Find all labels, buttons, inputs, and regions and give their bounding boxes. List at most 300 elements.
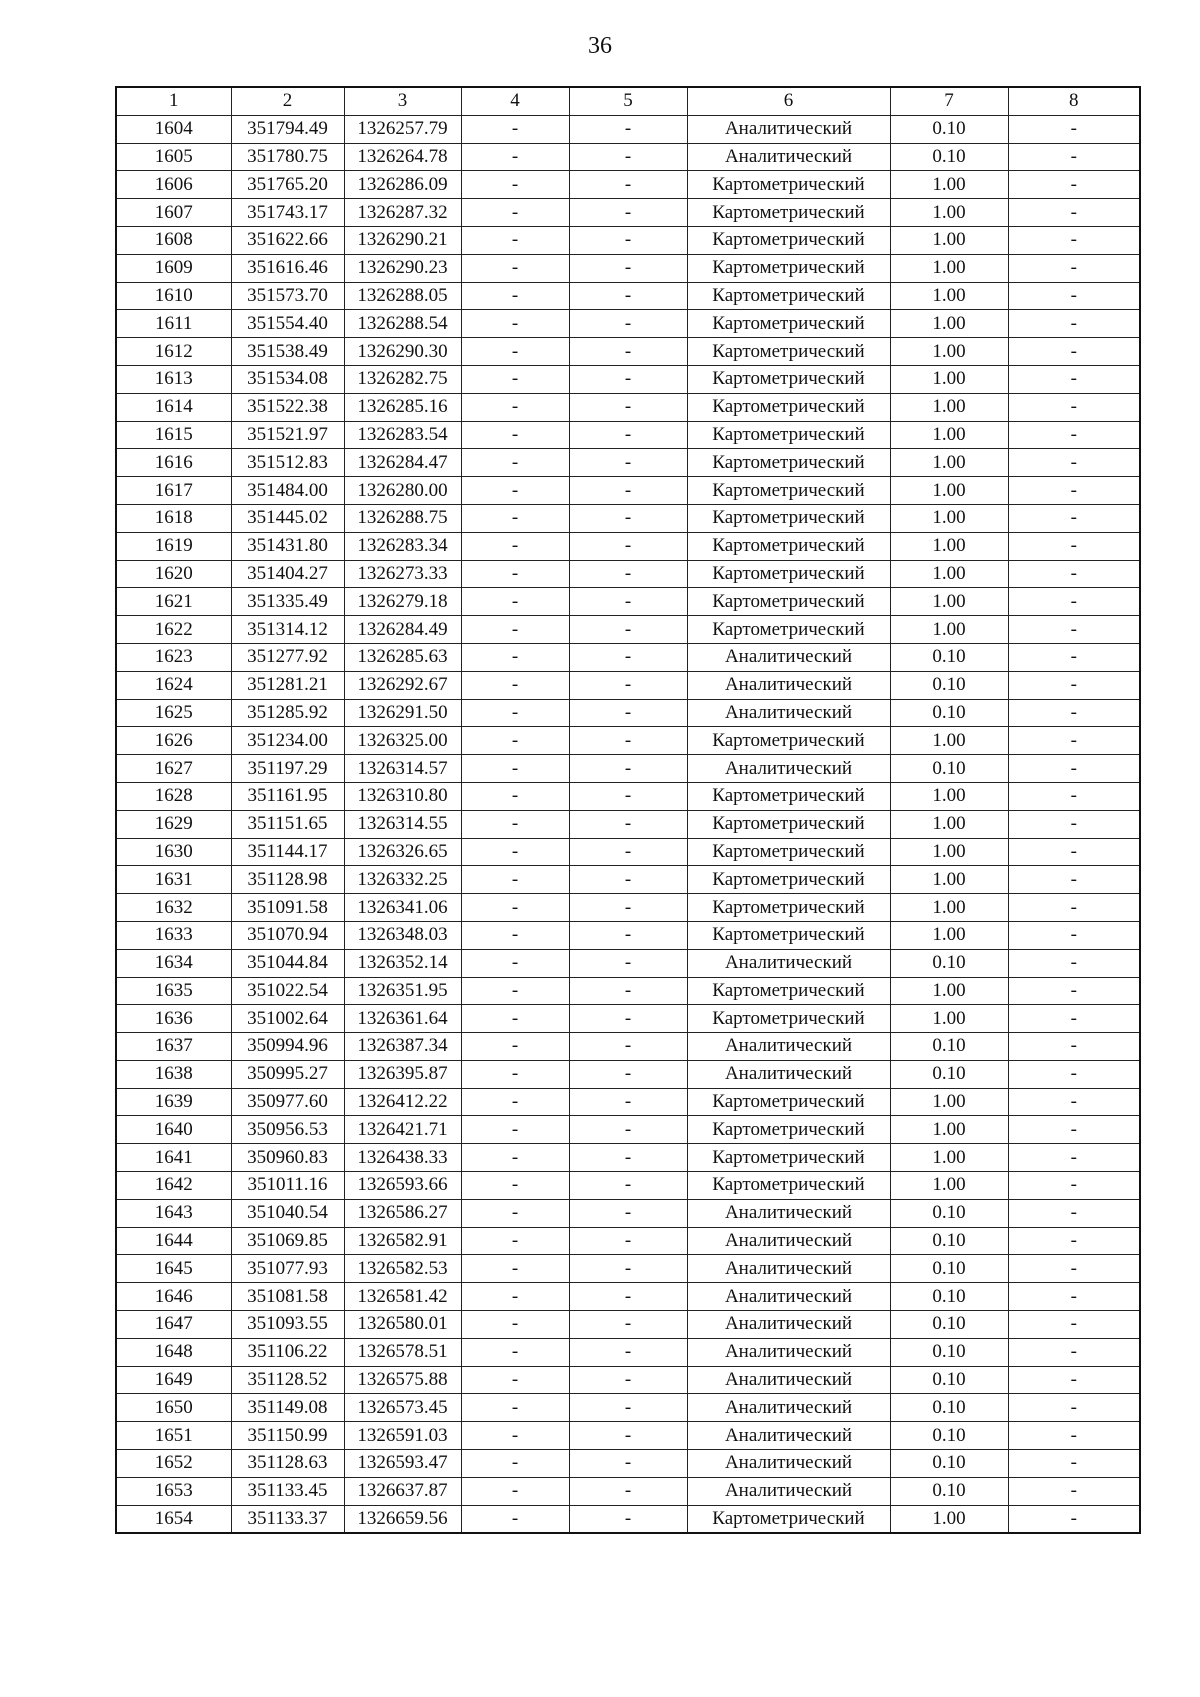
table-cell: 1638 [116, 1060, 231, 1088]
table-cell: - [569, 226, 687, 254]
table-cell: - [569, 1450, 687, 1478]
table-row [116, 310, 1140, 338]
table-cell: - [1008, 1283, 1140, 1311]
table-cell: - [461, 226, 569, 254]
table-cell: 1326273.33 [344, 560, 461, 588]
table-cell: 351133.37 [231, 1505, 344, 1533]
table-cell: - [461, 699, 569, 727]
table-cell: 351285.92 [231, 699, 344, 727]
table-cell: - [461, 977, 569, 1005]
table-cell: - [461, 810, 569, 838]
table-cell: 1628 [116, 782, 231, 810]
table-cell: 1614 [116, 393, 231, 421]
table-cell: 1326283.34 [344, 532, 461, 560]
table-row [116, 782, 1140, 810]
table-row [116, 254, 1140, 282]
table-cell: 1622 [116, 616, 231, 644]
table-cell: Картометрический [687, 866, 890, 894]
table-cell: - [461, 616, 569, 644]
table-cell: 351093.55 [231, 1311, 344, 1339]
table-cell: - [461, 1088, 569, 1116]
table-cell: 0.10 [890, 143, 1008, 171]
table-cell: - [569, 616, 687, 644]
table-cell: 0.10 [890, 115, 1008, 143]
table-cell: 1630 [116, 838, 231, 866]
table-cell: - [1008, 1338, 1140, 1366]
table-cell: - [1008, 921, 1140, 949]
table-cell: 1618 [116, 504, 231, 532]
table-cell: 1326264.78 [344, 143, 461, 171]
table-cell: - [569, 866, 687, 894]
table-cell: - [1008, 977, 1140, 1005]
table-cell: - [461, 1338, 569, 1366]
table-body [116, 115, 1140, 1533]
table-cell: - [461, 477, 569, 505]
table-cell: Картометрический [687, 1172, 890, 1200]
table-cell: 1623 [116, 643, 231, 671]
table-cell: 1326586.27 [344, 1199, 461, 1227]
table-cell: - [569, 1283, 687, 1311]
table-cell: 351149.08 [231, 1394, 344, 1422]
table-cell: Картометрический [687, 782, 890, 810]
table-cell: 1326284.49 [344, 616, 461, 644]
table-cell: 1.00 [890, 1172, 1008, 1200]
table-cell: 1608 [116, 226, 231, 254]
table-cell: - [1008, 699, 1140, 727]
table-cell: - [569, 1172, 687, 1200]
table-cell: 0.10 [890, 699, 1008, 727]
table-row [116, 1477, 1140, 1505]
table-cell: - [1008, 727, 1140, 755]
table-cell: 351128.52 [231, 1366, 344, 1394]
table-cell: - [569, 282, 687, 310]
table-row [116, 1450, 1140, 1478]
column-header: 7 [890, 87, 1008, 115]
table-cell: Аналитический [687, 1283, 890, 1311]
table-cell: 1326285.16 [344, 393, 461, 421]
table-cell: - [461, 1477, 569, 1505]
coordinates-table [115, 86, 1141, 1534]
table-cell: - [569, 449, 687, 477]
table-cell: - [1008, 1144, 1140, 1172]
table-row [116, 1422, 1140, 1450]
table-cell: 1326421.71 [344, 1116, 461, 1144]
table-cell: 0.10 [890, 1366, 1008, 1394]
table-cell: 0.10 [890, 1311, 1008, 1339]
table-cell: 1326412.22 [344, 1088, 461, 1116]
table-cell: - [461, 449, 569, 477]
table-cell: 1644 [116, 1227, 231, 1255]
table-cell: 351335.49 [231, 588, 344, 616]
table-cell: Картометрический [687, 1005, 890, 1033]
table-cell: 1.00 [890, 226, 1008, 254]
table-cell: - [461, 1199, 569, 1227]
table-row [116, 1311, 1140, 1339]
table-cell: Аналитический [687, 1227, 890, 1255]
table-cell: - [1008, 477, 1140, 505]
table-cell: Картометрический [687, 504, 890, 532]
table-cell: - [569, 1116, 687, 1144]
table-cell: - [1008, 810, 1140, 838]
table-cell: Аналитический [687, 671, 890, 699]
table-cell: - [1008, 504, 1140, 532]
table-cell: Картометрический [687, 727, 890, 755]
table-cell: - [1008, 310, 1140, 338]
table-cell: 351521.97 [231, 421, 344, 449]
table-cell: 1.00 [890, 310, 1008, 338]
table-cell: 351445.02 [231, 504, 344, 532]
table-cell: - [461, 588, 569, 616]
table-cell: - [1008, 643, 1140, 671]
table-cell: 351780.75 [231, 143, 344, 171]
table-cell: Картометрический [687, 282, 890, 310]
table-cell: 1.00 [890, 1505, 1008, 1533]
table-cell: 1.00 [890, 782, 1008, 810]
table-cell: 1326395.87 [344, 1060, 461, 1088]
table-cell: 1646 [116, 1283, 231, 1311]
table-cell: - [1008, 671, 1140, 699]
table-cell: 0.10 [890, 1255, 1008, 1283]
table-cell: 1654 [116, 1505, 231, 1533]
table-cell: 1326581.42 [344, 1283, 461, 1311]
table-row [116, 866, 1140, 894]
table-cell: 351484.00 [231, 477, 344, 505]
table-cell: - [569, 199, 687, 227]
table-cell: 350977.60 [231, 1088, 344, 1116]
table-cell: Картометрический [687, 310, 890, 338]
column-header: 3 [344, 87, 461, 115]
table-cell: - [1008, 1227, 1140, 1255]
table-cell: 1.00 [890, 282, 1008, 310]
table-cell: 351040.54 [231, 1199, 344, 1227]
table-cell: Аналитический [687, 1477, 890, 1505]
table-cell: 1326290.21 [344, 226, 461, 254]
table-cell: - [461, 1505, 569, 1533]
table-cell: Картометрический [687, 588, 890, 616]
table-cell: Аналитический [687, 1394, 890, 1422]
table-cell: 1326332.25 [344, 866, 461, 894]
table-cell: 1.00 [890, 810, 1008, 838]
table-cell: 1647 [116, 1311, 231, 1339]
table-row [116, 1283, 1140, 1311]
table-cell: 1620 [116, 560, 231, 588]
table-cell: Картометрический [687, 532, 890, 560]
table-row [116, 115, 1140, 143]
table-cell: - [461, 643, 569, 671]
column-header: 8 [1008, 87, 1140, 115]
table-cell: 351197.29 [231, 755, 344, 783]
table-row [116, 1033, 1140, 1061]
table-cell: - [569, 1005, 687, 1033]
table-cell: 1326591.03 [344, 1422, 461, 1450]
table-cell: - [569, 1311, 687, 1339]
table-cell: 1.00 [890, 1144, 1008, 1172]
table-row [116, 421, 1140, 449]
table-cell: - [1008, 1450, 1140, 1478]
table-cell: - [569, 532, 687, 560]
table-cell: 1.00 [890, 365, 1008, 393]
table-cell: 1632 [116, 894, 231, 922]
table-row [116, 199, 1140, 227]
table-cell: - [569, 1422, 687, 1450]
table-cell: - [569, 115, 687, 143]
table-cell: 351616.46 [231, 254, 344, 282]
table-cell: - [1008, 1366, 1140, 1394]
table-cell: - [569, 1338, 687, 1366]
table-row [116, 838, 1140, 866]
table-cell: 1639 [116, 1088, 231, 1116]
table-cell: 1606 [116, 171, 231, 199]
table-cell: 351277.92 [231, 643, 344, 671]
table-cell: 0.10 [890, 1283, 1008, 1311]
table-row [116, 1199, 1140, 1227]
table-cell: - [569, 782, 687, 810]
table-row [116, 532, 1140, 560]
table-cell: 1649 [116, 1366, 231, 1394]
table-cell: 1.00 [890, 1088, 1008, 1116]
table-cell: - [461, 1116, 569, 1144]
table-cell: 1326582.53 [344, 1255, 461, 1283]
table-row [116, 143, 1140, 171]
table-cell: 351512.83 [231, 449, 344, 477]
table-cell: - [569, 393, 687, 421]
table-cell: 351622.66 [231, 226, 344, 254]
table-cell: - [569, 254, 687, 282]
table-cell: - [1008, 1505, 1140, 1533]
table-cell: - [461, 1366, 569, 1394]
table-cell: - [1008, 1172, 1140, 1200]
table-cell: 1326341.06 [344, 894, 461, 922]
table-cell: 1326361.64 [344, 1005, 461, 1033]
table-cell: 1.00 [890, 477, 1008, 505]
table-cell: 1326292.67 [344, 671, 461, 699]
column-header: 5 [569, 87, 687, 115]
table-cell: 1624 [116, 671, 231, 699]
table-cell: 1627 [116, 755, 231, 783]
table-cell: 1326257.79 [344, 115, 461, 143]
table-cell: - [1008, 532, 1140, 560]
table-cell: Аналитический [687, 1450, 890, 1478]
table-cell: - [1008, 1199, 1140, 1227]
table-cell: - [1008, 560, 1140, 588]
table-cell: - [569, 338, 687, 366]
table-cell: 0.10 [890, 1450, 1008, 1478]
table-cell: 1326325.00 [344, 727, 461, 755]
table-cell: 1609 [116, 254, 231, 282]
table-cell: 351106.22 [231, 1338, 344, 1366]
table-cell: 351431.80 [231, 532, 344, 560]
table-row [116, 171, 1140, 199]
table-cell: 1610 [116, 282, 231, 310]
table-cell: - [461, 838, 569, 866]
table-cell: - [569, 1033, 687, 1061]
table-cell: 351234.00 [231, 727, 344, 755]
table-row [116, 1227, 1140, 1255]
table-cell: 0.10 [890, 755, 1008, 783]
table-cell: - [461, 282, 569, 310]
table-cell: 0.10 [890, 1033, 1008, 1061]
table-cell: Картометрический [687, 977, 890, 1005]
table-cell: 1653 [116, 1477, 231, 1505]
table-cell: 351573.70 [231, 282, 344, 310]
table-cell: 1611 [116, 310, 231, 338]
table-cell: 1.00 [890, 838, 1008, 866]
table-cell: 1645 [116, 1255, 231, 1283]
table-row [116, 894, 1140, 922]
table-cell: 1607 [116, 199, 231, 227]
table-cell: 1326348.03 [344, 921, 461, 949]
table-row [116, 477, 1140, 505]
table-cell: 1648 [116, 1338, 231, 1366]
table-cell: 1652 [116, 1450, 231, 1478]
table-cell: - [569, 1255, 687, 1283]
table-cell: 0.10 [890, 1422, 1008, 1450]
table-cell: - [1008, 365, 1140, 393]
table-cell: Аналитический [687, 115, 890, 143]
table-cell: 0.10 [890, 1199, 1008, 1227]
table-row [116, 1172, 1140, 1200]
table-cell: 1612 [116, 338, 231, 366]
table-cell: - [569, 421, 687, 449]
table-cell: Картометрический [687, 393, 890, 421]
table-row [116, 449, 1140, 477]
table-cell: - [461, 1227, 569, 1255]
table-cell: 1.00 [890, 393, 1008, 421]
table-cell: 1326290.23 [344, 254, 461, 282]
table-cell: - [461, 671, 569, 699]
table-cell: - [1008, 1033, 1140, 1061]
table-row [116, 921, 1140, 949]
table-cell: 1642 [116, 1172, 231, 1200]
table-cell: 0.10 [890, 1338, 1008, 1366]
table-cell: - [1008, 1311, 1140, 1339]
table-cell: 1326351.95 [344, 977, 461, 1005]
table-cell: - [1008, 143, 1140, 171]
table-cell: Аналитический [687, 1422, 890, 1450]
table-cell: - [569, 171, 687, 199]
table-cell: 0.10 [890, 671, 1008, 699]
table-cell: Аналитический [687, 755, 890, 783]
table-cell: - [569, 1505, 687, 1533]
table-cell: 350956.53 [231, 1116, 344, 1144]
table-cell: - [569, 1477, 687, 1505]
table-cell: - [569, 921, 687, 949]
table-header-row [116, 87, 1140, 115]
table-cell: 351765.20 [231, 171, 344, 199]
table-cell: 1326288.75 [344, 504, 461, 532]
table-cell: 1326314.57 [344, 755, 461, 783]
table-cell: 1326310.80 [344, 782, 461, 810]
table-row [116, 1060, 1140, 1088]
table-cell: - [569, 699, 687, 727]
table-cell: 351081.58 [231, 1283, 344, 1311]
table-cell: 351128.63 [231, 1450, 344, 1478]
table-cell: Картометрический [687, 1116, 890, 1144]
table-cell: - [461, 1144, 569, 1172]
table-cell: - [461, 254, 569, 282]
table-cell: 1617 [116, 477, 231, 505]
table-cell: - [569, 1227, 687, 1255]
table-cell: - [569, 894, 687, 922]
table-row [116, 226, 1140, 254]
table-cell: 1629 [116, 810, 231, 838]
table-cell: 1640 [116, 1116, 231, 1144]
table-cell: - [569, 977, 687, 1005]
table-cell: 1.00 [890, 921, 1008, 949]
table-row [116, 671, 1140, 699]
table-cell: 1326288.54 [344, 310, 461, 338]
table-cell: 1.00 [890, 171, 1008, 199]
table-cell: - [461, 1255, 569, 1283]
table-cell: 1.00 [890, 532, 1008, 560]
table-cell: 1326287.32 [344, 199, 461, 227]
table-cell: - [461, 338, 569, 366]
table-cell: 1615 [116, 421, 231, 449]
table-row [116, 1144, 1140, 1172]
table-cell: Картометрический [687, 449, 890, 477]
table-cell: - [569, 504, 687, 532]
table-row [116, 1505, 1140, 1533]
table-cell: Аналитический [687, 1060, 890, 1088]
table-cell: 351002.64 [231, 1005, 344, 1033]
table-cell: - [569, 560, 687, 588]
table-cell: 1326637.87 [344, 1477, 461, 1505]
table-cell: - [461, 1060, 569, 1088]
table-cell: 1326578.51 [344, 1338, 461, 1366]
table-cell: 1326593.66 [344, 1172, 461, 1200]
table-cell: 351522.38 [231, 393, 344, 421]
table-cell: 1326280.00 [344, 477, 461, 505]
table-cell: 1.00 [890, 338, 1008, 366]
table-cell: 1616 [116, 449, 231, 477]
table-row [116, 949, 1140, 977]
table-cell: Картометрический [687, 365, 890, 393]
table-cell: 1326326.65 [344, 838, 461, 866]
table-row [116, 1005, 1140, 1033]
table-cell: - [461, 1283, 569, 1311]
table-cell: 1650 [116, 1394, 231, 1422]
table-row [116, 616, 1140, 644]
table-cell: - [569, 310, 687, 338]
table-cell: 1.00 [890, 866, 1008, 894]
table-cell: 1.00 [890, 616, 1008, 644]
table-row [116, 643, 1140, 671]
table-cell: Картометрический [687, 560, 890, 588]
table-cell: 1326438.33 [344, 1144, 461, 1172]
table-cell: - [569, 949, 687, 977]
table-cell: Аналитический [687, 1311, 890, 1339]
table-cell: Аналитический [687, 643, 890, 671]
table-row [116, 1255, 1140, 1283]
table-cell: 1621 [116, 588, 231, 616]
table-cell: 1.00 [890, 588, 1008, 616]
table-cell: - [569, 1199, 687, 1227]
table-row [116, 1088, 1140, 1116]
table-cell: 1.00 [890, 504, 1008, 532]
table-cell: 1631 [116, 866, 231, 894]
table-cell: - [461, 894, 569, 922]
table-cell: Аналитический [687, 1255, 890, 1283]
table-cell: 1.00 [890, 1116, 1008, 1144]
table-cell: 1326575.88 [344, 1366, 461, 1394]
table-cell: 1326580.01 [344, 1311, 461, 1339]
table-cell: 351314.12 [231, 616, 344, 644]
table-cell: 1326387.34 [344, 1033, 461, 1061]
table-cell: 1.00 [890, 977, 1008, 1005]
table-cell: - [461, 310, 569, 338]
table-cell: 1619 [116, 532, 231, 560]
table-cell: 351161.95 [231, 782, 344, 810]
